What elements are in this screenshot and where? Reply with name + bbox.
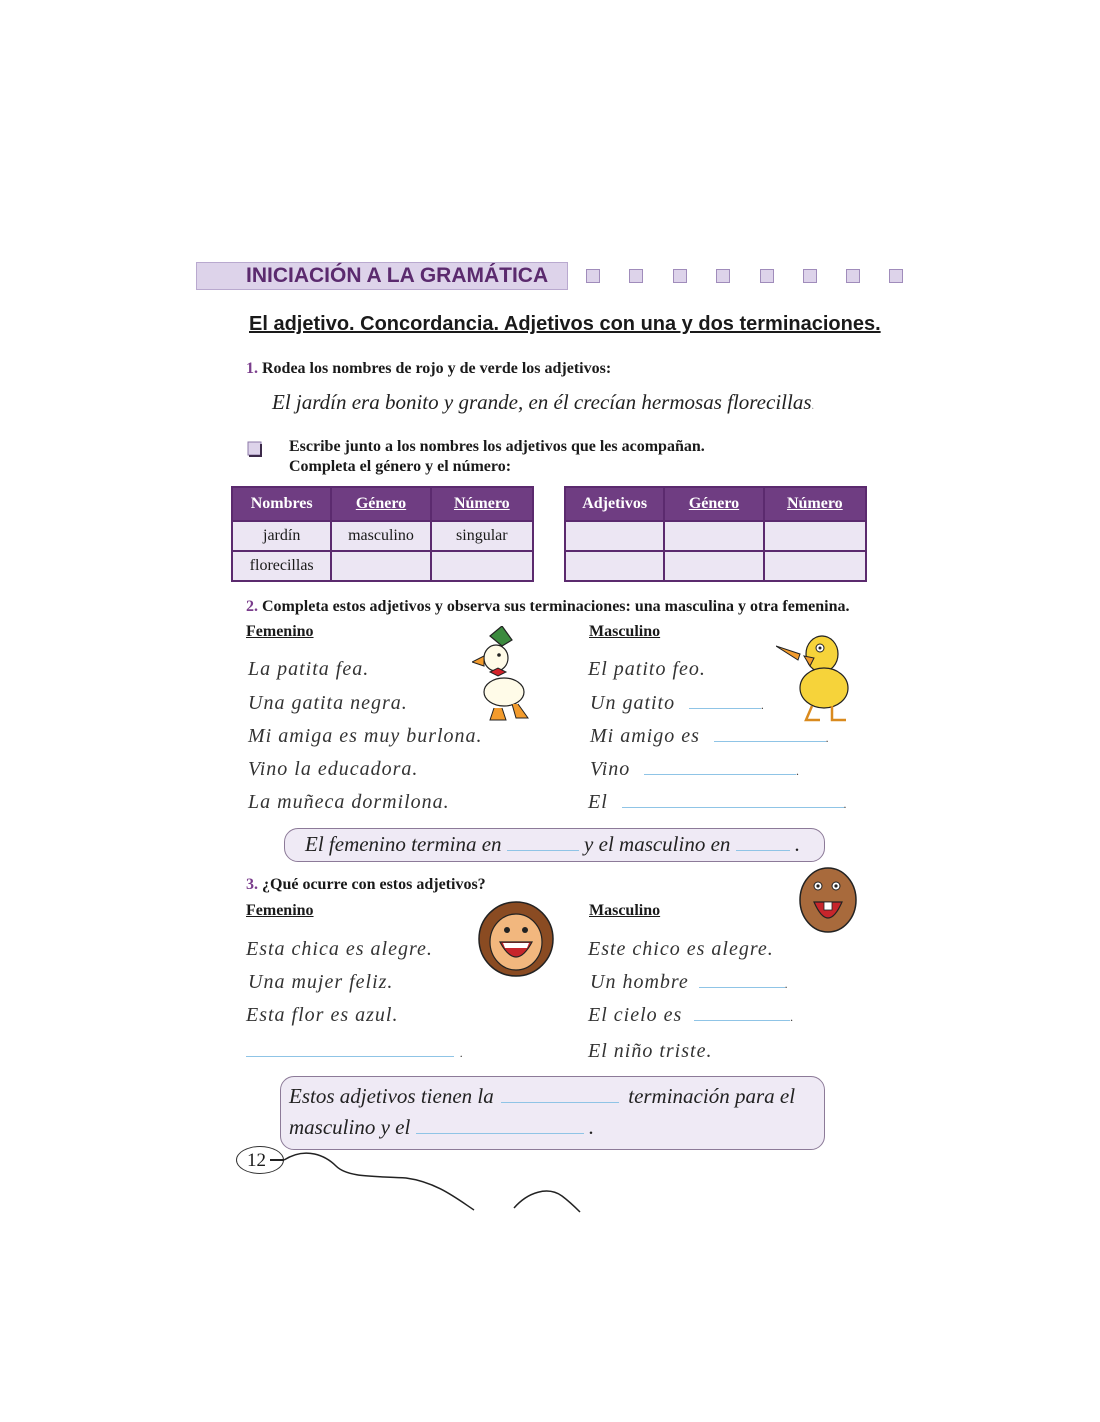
- boy-face-icon: [796, 862, 860, 936]
- masc-text: Un hombre: [590, 971, 689, 993]
- answer-blank[interactable]: [622, 806, 844, 808]
- masc-line: Mi amigo es .: [590, 725, 830, 747]
- exercise-1-sentence: [272, 390, 815, 415]
- checkbox-icon: [246, 440, 266, 458]
- table-header: Nombres: [232, 487, 331, 521]
- answer-blank[interactable]: [699, 986, 785, 988]
- summary-end: .: [588, 1115, 595, 1139]
- masc-line: El .: [588, 791, 848, 813]
- table-header: Género: [664, 487, 763, 521]
- table-row: [565, 521, 866, 551]
- table-cell: florecillas: [232, 551, 331, 581]
- exercise-3-summary-line-2: [289, 1115, 594, 1140]
- exercise-2-summary: [305, 832, 800, 857]
- decorative-square: [760, 269, 774, 283]
- fem-line-blank: .: [246, 1040, 464, 1063]
- decorative-square: [586, 269, 600, 283]
- table-cell-blank[interactable]: [764, 551, 866, 581]
- cord-decoration-icon: [266, 1148, 586, 1218]
- fem-line: La muñeca dormilona.: [248, 791, 450, 813]
- duck-illustration-icon: [472, 626, 534, 722]
- masc-text: Un gatito: [590, 692, 676, 714]
- sentence-end: .: [811, 398, 815, 412]
- summary-text: y el masculino en: [584, 832, 731, 856]
- decorative-square: [803, 269, 817, 283]
- femenino-label: Femenino: [246, 623, 314, 640]
- sentence-text: El jardín era bonito y grande, en él crecían hermosas florecillas: [272, 390, 812, 414]
- answer-blank[interactable]: [644, 773, 796, 775]
- lesson-title: El adjetivo. Concordancia. Adjetivos con una y dos terminaciones.: [249, 313, 881, 335]
- table-cell-blank[interactable]: [764, 521, 866, 551]
- masc-text: El: [588, 791, 608, 813]
- summary-text: terminación para el: [628, 1084, 796, 1108]
- answer-blank[interactable]: [694, 1019, 790, 1021]
- table-cell: singular: [431, 521, 533, 551]
- table-cell-blank[interactable]: [565, 521, 664, 551]
- exercise-1-sub-instruction-1: Escribe junto a los nombres los adjetivos que les acompañan.: [289, 438, 705, 455]
- table-cell: masculino: [331, 521, 430, 551]
- masc-text: El cielo es: [588, 1004, 683, 1026]
- answer-blank[interactable]: [736, 849, 790, 851]
- fem-line: La patita fea.: [248, 658, 370, 680]
- table-header: Género: [331, 487, 430, 521]
- exercise-number: 3.: [246, 876, 258, 893]
- decorative-square: [716, 269, 730, 283]
- masc-line: El niño triste.: [588, 1040, 713, 1062]
- table-header: Número: [764, 487, 866, 521]
- table-row: [232, 551, 533, 581]
- section-title: INICIACIÓN A LA GRAMÁTICA: [246, 264, 549, 287]
- fem-line: Esta chica es alegre.: [246, 938, 433, 960]
- table-cell-blank[interactable]: [664, 521, 763, 551]
- fem-line: Vino la educadora.: [248, 758, 419, 780]
- exercise-1-instruction: [246, 360, 611, 378]
- masc-line: El cielo es .: [588, 1004, 795, 1026]
- table-cell-blank[interactable]: [331, 551, 430, 581]
- table-cell: jardín: [232, 521, 331, 551]
- answer-blank[interactable]: [689, 707, 761, 709]
- nombres-table: [231, 486, 534, 582]
- decorative-square: [629, 269, 643, 283]
- answer-blank[interactable]: [507, 849, 579, 851]
- summary-text: Estos adjetivos tienen la: [289, 1084, 494, 1108]
- summary-text: masculino y el: [289, 1115, 411, 1139]
- girl-face-icon: [476, 900, 556, 978]
- masc-line: Un hombre .: [590, 971, 789, 993]
- table-row: [565, 551, 866, 581]
- exercise-3-summary-line-1: [289, 1084, 795, 1109]
- fem-line: Mi amiga es muy burlona.: [248, 725, 483, 747]
- decorative-square: [846, 269, 860, 283]
- answer-blank[interactable]: [416, 1132, 584, 1134]
- masculino-label: Masculino: [589, 902, 661, 919]
- exercise-number: 1.: [246, 360, 258, 377]
- table-row: [232, 521, 533, 551]
- page-number: 12: [236, 1146, 284, 1174]
- masc-line: Vino .: [590, 758, 801, 780]
- masc-line: Un gatito .: [590, 692, 766, 714]
- summary-end: .: [794, 832, 801, 856]
- instruction-text: Completa estos adjetivos y observa sus terminaciones: una masculina y otra femenina.: [262, 598, 850, 615]
- chick-trumpet-illustration-icon: [776, 628, 856, 724]
- exercise-1-sub-instruction-2: Completa el género y el número:: [289, 458, 512, 475]
- table-header: Adjetivos: [565, 487, 664, 521]
- answer-blank[interactable]: [714, 740, 826, 742]
- decorative-square: [673, 269, 687, 283]
- answer-blank[interactable]: [501, 1101, 619, 1103]
- exercise-number: 2.: [246, 598, 258, 615]
- fem-line: Una mujer feliz.: [248, 971, 394, 993]
- masc-text: Mi amigo es: [590, 725, 700, 747]
- table-cell-blank[interactable]: [431, 551, 533, 581]
- table-cell-blank[interactable]: [664, 551, 763, 581]
- fem-line: Esta flor es azul.: [246, 1004, 399, 1026]
- exercise-3-instruction: [246, 876, 486, 894]
- table-cell-blank[interactable]: [565, 551, 664, 581]
- answer-blank[interactable]: [246, 1055, 454, 1057]
- masculino-label: Masculino: [589, 623, 661, 640]
- summary-text: El femenino termina en: [305, 832, 502, 856]
- table-header: Número: [431, 487, 533, 521]
- decorative-square: [889, 269, 903, 283]
- fem-line: Una gatita negra.: [248, 692, 408, 714]
- adjetivos-table: [564, 486, 867, 582]
- instruction-text: Rodea los nombres de rojo y de verde los adjetivos:: [262, 360, 612, 377]
- femenino-label: Femenino: [246, 902, 314, 919]
- instruction-text: ¿Qué ocurre con estos adjetivos?: [262, 876, 486, 893]
- exercise-2-instruction: [246, 598, 850, 616]
- masc-line: El patito feo.: [588, 658, 706, 680]
- masc-line: Este chico es alegre.: [588, 938, 774, 960]
- masc-text: Vino: [590, 758, 631, 780]
